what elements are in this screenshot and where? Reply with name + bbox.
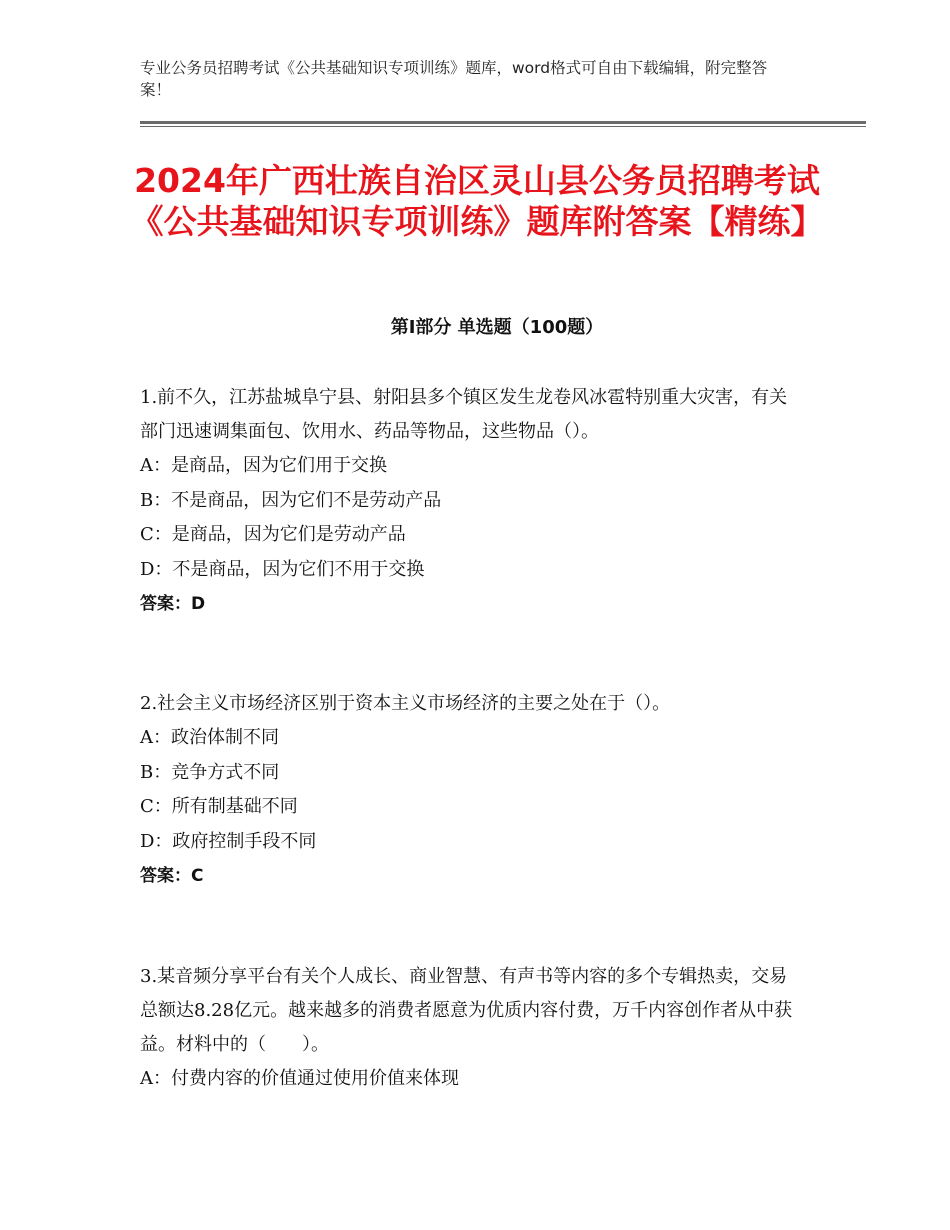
question-stem: 3.某音频分享平台有关个人成长、商业智慧、有声书等内容的多个专辑热卖，交易总额达8.28亿元。越来越多的消费者愿意为优质内容付费，万千内容创作者从中获益。材料中的（ ）。 <box>140 966 793 1055</box>
header-note: 专业公务员招聘考试《公共基础知识专项训练》题库，word格式可自由下载编辑，附完整答案！ <box>140 59 768 99</box>
question-2 <box>140 687 800 893</box>
option-b: B：竞争方式不同 <box>140 761 280 783</box>
document-title: 2024年广西壮族自治区灵山县公务员招聘考试《公共基础知识专项训练》题库附答案【精练】 <box>130 161 824 241</box>
option-a: A：付费内容的价值通过使用价值来体现 <box>140 1068 459 1089</box>
option-c: C：所有制基础不同 <box>140 796 298 817</box>
header-rule-thick <box>140 121 866 124</box>
option-a: A：政治体制不同 <box>140 727 279 748</box>
answer: 答案：D <box>140 594 206 614</box>
option-d: D：不是商品，因为它们不用于交换 <box>140 558 425 580</box>
question-3 <box>140 960 800 1097</box>
section-heading: 第Ⅰ部分 单选题（100题） <box>390 317 604 338</box>
header-rule-thin <box>140 126 866 127</box>
option-d: D：政府控制手段不同 <box>140 830 317 852</box>
answer: 答案：C <box>140 866 204 886</box>
question-stem: 1.前不久，江苏盐城阜宁县、射阳县多个镇区发生龙卷风冰雹特别重大灾害，有关部门迅速调集面包、饮用水、药品等物品，这些物品（）。 <box>140 387 788 442</box>
option-a: A：是商品，因为它们用于交换 <box>140 455 387 476</box>
question-1 <box>140 381 800 621</box>
question-stem: 2.社会主义市场经济区别于资本主义市场经济的主要之处在于（）。 <box>140 693 671 714</box>
option-b: B：不是商品，因为它们不是劳动产品 <box>140 489 442 511</box>
option-c: C：是商品，因为它们是劳动产品 <box>140 524 406 545</box>
